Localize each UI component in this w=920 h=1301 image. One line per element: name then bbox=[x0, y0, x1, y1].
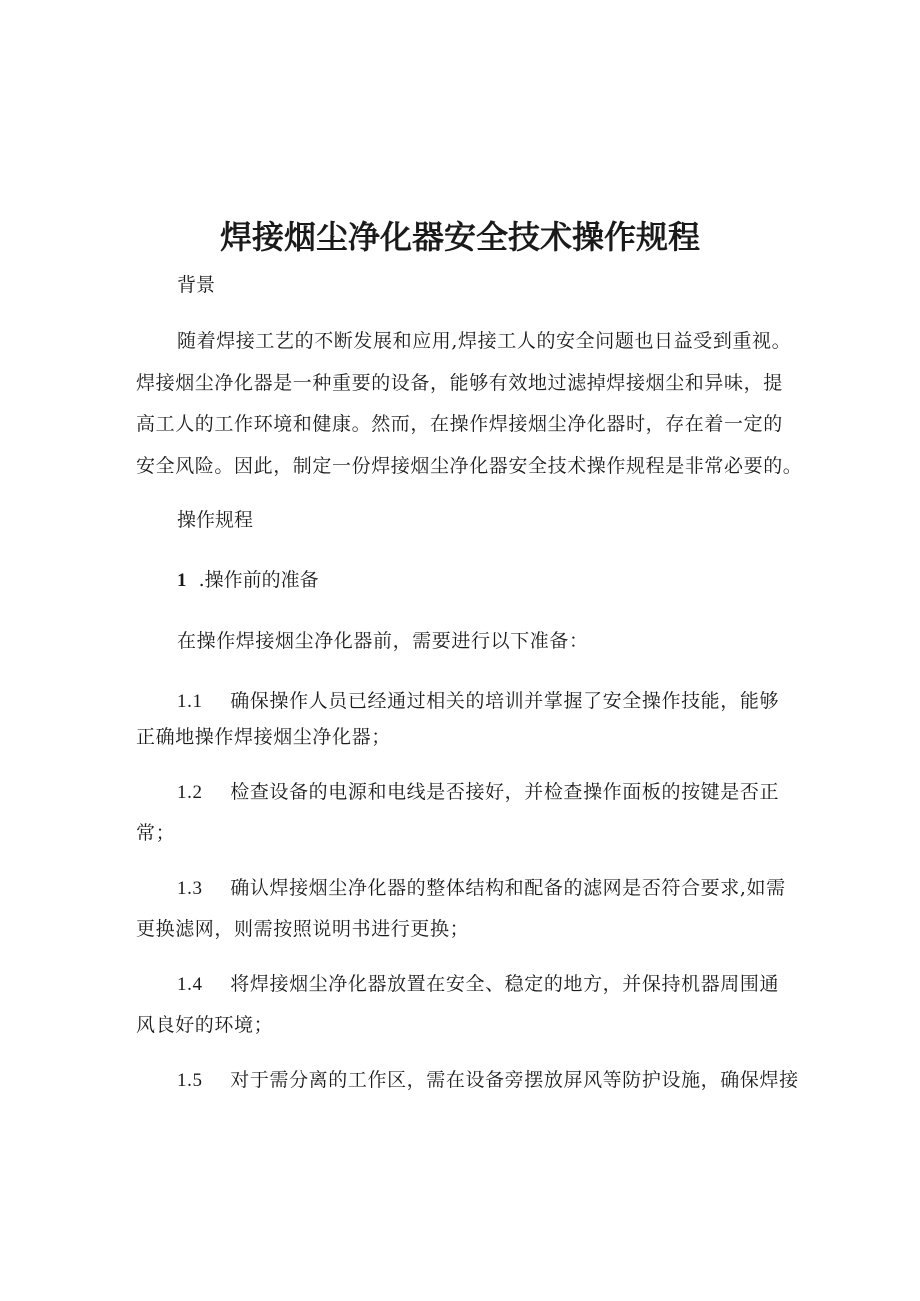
section-heading-procedure: 操作规程 bbox=[177, 509, 254, 531]
list-item-line-1 bbox=[177, 775, 779, 810]
list-item-line-1 bbox=[177, 1063, 799, 1098]
list-item-line-1 bbox=[177, 684, 779, 719]
list-item-text: 确保操作人员已经通过相关的培训并掌握了安全操作技能，能够 bbox=[230, 690, 780, 712]
step-1-heading bbox=[177, 563, 319, 598]
step-1-number: 1 bbox=[177, 570, 187, 591]
list-item-number: 1.1 bbox=[177, 691, 203, 712]
background-line-3: 高工人的工作环境和健康。然而，在操作焊接烟尘净化器时，存在着一定的 bbox=[136, 413, 783, 435]
document-title: 焊接烟尘净化器安全技术操作规程 bbox=[219, 218, 700, 256]
list-item-number: 1.5 bbox=[177, 1070, 203, 1091]
step-1-title: .操作前的准备 bbox=[198, 569, 319, 591]
step-1-intro: 在操作焊接烟尘净化器前，需要进行以下准备： bbox=[177, 630, 589, 652]
background-line-4: 安全风险。因此，制定一份焊接烟尘净化器安全技术操作规程是非常必要的。 bbox=[136, 455, 803, 477]
list-item-number: 1.2 bbox=[177, 782, 203, 803]
list-item-line-2: 风良好的环境； bbox=[136, 1014, 274, 1036]
list-item-line-2: 更换滤网，则需按照说明书进行更换； bbox=[136, 918, 470, 940]
background-line-2: 焊接烟尘净化器是一种重要的设备，能够有效地过滤掉焊接烟尘和异味，提 bbox=[136, 372, 783, 394]
list-item-line-2: 常； bbox=[136, 822, 176, 844]
list-item-line-1 bbox=[177, 967, 779, 1002]
list-item-line-2: 正确地操作焊接烟尘净化器； bbox=[136, 726, 391, 748]
list-item-number: 1.3 bbox=[177, 878, 203, 899]
list-item-line-1 bbox=[177, 871, 786, 906]
list-item-number: 1.4 bbox=[177, 974, 203, 995]
section-heading-background: 背景 bbox=[177, 274, 216, 296]
list-item-text: 对于需分离的工作区，需在设备旁摆放屏风等防护设施，确保焊接 bbox=[230, 1069, 799, 1091]
background-line-1: 随着焊接工艺的不断发展和应用,焊接工人的安全问题也日益受到重视。 bbox=[177, 330, 792, 352]
list-item-text: 将焊接烟尘净化器放置在安全、稳定的地方，并保持机器周围通 bbox=[230, 973, 780, 995]
list-item-text: 检查设备的电源和电线是否接好，并检查操作面板的按键是否正 bbox=[230, 781, 780, 803]
list-item-text: 确认焊接烟尘净化器的整体结构和配备的滤网是否符合要求,如需 bbox=[230, 877, 786, 899]
